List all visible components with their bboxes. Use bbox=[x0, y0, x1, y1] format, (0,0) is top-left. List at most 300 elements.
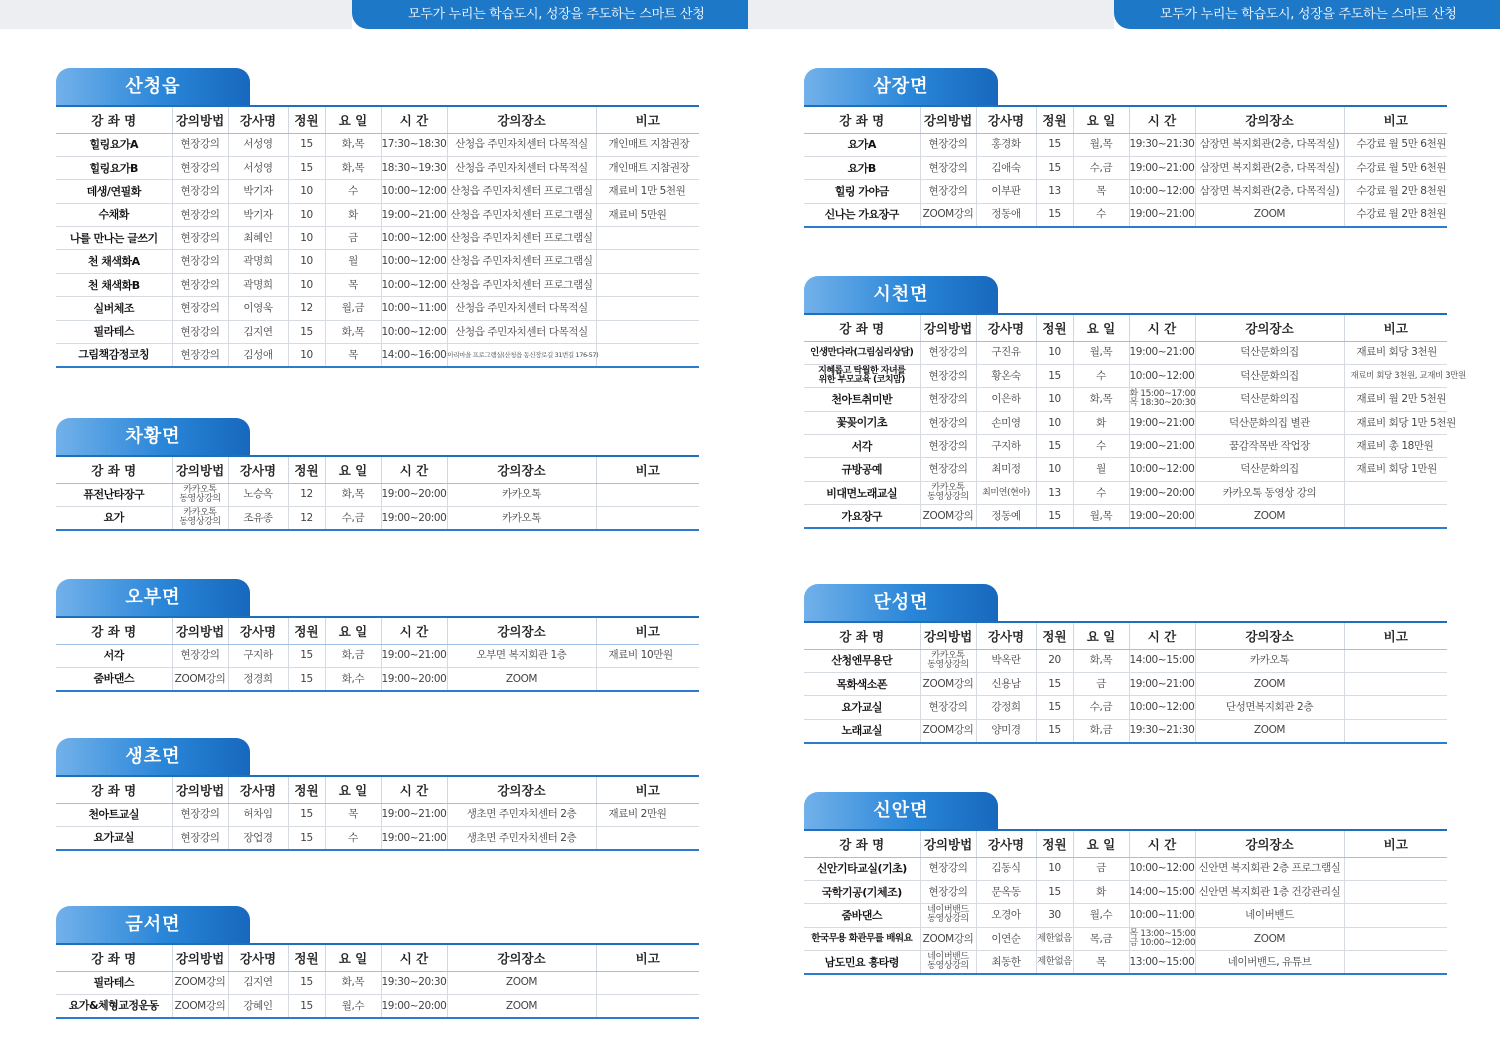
cell-method: 현장강의 bbox=[172, 156, 228, 179]
cell-venue: 삼장면 복지회관(2층, 다목적실) bbox=[1195, 180, 1344, 203]
table-row bbox=[804, 857, 1447, 880]
cell-instructor: 서성영 bbox=[228, 156, 288, 179]
cell-venue: 삼장면 복지회관(2층, 다목적실) bbox=[1195, 156, 1344, 179]
section-danseong-myeon bbox=[804, 584, 1447, 744]
cell-method: ZOOM강의 bbox=[920, 927, 976, 950]
cell-instructor: 서성영 bbox=[228, 133, 288, 156]
table-row bbox=[804, 951, 1447, 974]
cell-note bbox=[1344, 505, 1447, 528]
table-row bbox=[804, 927, 1447, 950]
header-strip-left bbox=[0, 0, 352, 29]
column-header-note: 비고 bbox=[596, 106, 699, 133]
cell-time: 18:30~19:30 bbox=[381, 156, 447, 179]
cell-time: 19:30~20:30 bbox=[381, 971, 447, 994]
section-sicheon-myeon bbox=[804, 276, 1466, 529]
cell-method: ZOOM강의 bbox=[920, 505, 976, 528]
cell-capacity: 30 bbox=[1036, 904, 1073, 927]
cell-instructor: 박기자 bbox=[228, 203, 288, 226]
column-header-method: 강의방법 bbox=[920, 622, 976, 649]
cell-venue: 꿈감작목반 작업장 bbox=[1195, 435, 1344, 458]
column-header-course-name: 강 좌 명 bbox=[56, 456, 172, 483]
cell-course-name: 천아트취미반 bbox=[804, 388, 920, 411]
header-strip-right bbox=[748, 0, 1114, 29]
column-header-venue: 강의장소 bbox=[447, 456, 596, 483]
cell-note: 재료비 5만원 bbox=[596, 203, 699, 226]
column-header-time: 시 간 bbox=[381, 456, 447, 483]
cell-instructor: 최혜인 bbox=[228, 227, 288, 250]
cell-note: 재료비 2만원 bbox=[596, 803, 699, 826]
cell-course-name: 한국무용 화관무를 배워요 bbox=[804, 927, 920, 950]
cell-time: 19:00~21:00 bbox=[1129, 203, 1195, 226]
cell-instructor: 박옥란 bbox=[976, 649, 1036, 672]
cell-method: 현장강의 bbox=[172, 203, 228, 226]
cell-course-name: 꽃꽂이기초 bbox=[804, 411, 920, 434]
cell-instructor: 강정희 bbox=[976, 696, 1036, 719]
column-header-note: 비고 bbox=[596, 776, 699, 803]
cell-note bbox=[1344, 481, 1447, 504]
cell-note: 재료비 회당 3천원 bbox=[1344, 341, 1447, 364]
cell-weekday: 수 bbox=[325, 826, 381, 849]
cell-venue: 산청읍 주민자치센터 다목적실 bbox=[447, 297, 596, 320]
column-header-method: 강의방법 bbox=[920, 106, 976, 133]
cell-time: 10:00~12:00 bbox=[381, 227, 447, 250]
cell-method bbox=[920, 904, 976, 927]
cell-note bbox=[1344, 927, 1447, 950]
cell-venue: 아리마을 프로그램실(산청읍 동신장로길 31번길 176-57) bbox=[447, 344, 596, 367]
table-row bbox=[56, 483, 699, 506]
cell-capacity: 15 bbox=[1036, 133, 1073, 156]
cell-venue: 네이버밴드 bbox=[1195, 904, 1344, 927]
cell-line: 카카오톡 bbox=[931, 483, 965, 494]
column-header-capacity: 정원 bbox=[288, 456, 325, 483]
cell-note: 재료비 1만 5천원 bbox=[596, 180, 699, 203]
cell-instructor: 노승옥 bbox=[228, 483, 288, 506]
cell-venue: 생초면 주민자치센터 2층 bbox=[447, 803, 596, 826]
cell-course-name: 요가B bbox=[804, 156, 920, 179]
column-header-time: 시 간 bbox=[1129, 622, 1195, 649]
column-header-course-name: 강 좌 명 bbox=[56, 106, 172, 133]
cell-line: 네이버밴드 bbox=[927, 905, 969, 916]
cell-capacity: 제한없음 bbox=[1036, 927, 1073, 950]
column-header-instructor: 강사명 bbox=[976, 106, 1036, 133]
cell-time: 19:00~21:00 bbox=[1129, 672, 1195, 695]
column-header-weekday: 요 일 bbox=[325, 944, 381, 971]
table-row bbox=[804, 364, 1447, 387]
cell-weekday: 월,수 bbox=[325, 994, 381, 1017]
cell-venue: 덕산문화의집 bbox=[1195, 388, 1344, 411]
cell-capacity: 15 bbox=[288, 826, 325, 849]
cell-note bbox=[596, 320, 699, 343]
cell-course-name: 퓨전난타장구 bbox=[56, 483, 172, 506]
cell-instructor: 홍경화 bbox=[976, 133, 1036, 156]
cell-instructor: 정동애 bbox=[976, 203, 1036, 226]
cell-time: 10:00~12:00 bbox=[381, 180, 447, 203]
table-row bbox=[804, 156, 1447, 179]
cell-instructor: 양미경 bbox=[976, 719, 1036, 742]
cell-venue: 산청읍 주민자치센터 다목적실 bbox=[447, 320, 596, 343]
cell-note bbox=[1344, 672, 1447, 695]
column-header-course-name: 강 좌 명 bbox=[56, 617, 172, 644]
table-row bbox=[804, 180, 1447, 203]
cell-capacity: 15 bbox=[1036, 505, 1073, 528]
schedule-table bbox=[804, 829, 1447, 975]
schedule-table bbox=[56, 943, 699, 1019]
section-title: 금서면 bbox=[56, 906, 250, 943]
table-row bbox=[804, 435, 1447, 458]
cell-weekday: 화,목 bbox=[1073, 649, 1129, 672]
table-row bbox=[56, 297, 699, 320]
column-header-course-name: 강 좌 명 bbox=[804, 106, 920, 133]
cell-note bbox=[596, 483, 699, 506]
column-header-capacity: 정원 bbox=[1036, 622, 1073, 649]
table-row bbox=[56, 506, 699, 529]
cell-weekday: 월,목 bbox=[1073, 505, 1129, 528]
cell-time: 10:00~12:00 bbox=[1129, 180, 1195, 203]
section-title: 신안면 bbox=[804, 792, 998, 829]
column-header-method: 강의방법 bbox=[920, 830, 976, 857]
cell-weekday: 화,금 bbox=[325, 644, 381, 667]
cell-instructor: 구지하 bbox=[976, 435, 1036, 458]
cell-time: 19:00~20:00 bbox=[1129, 481, 1195, 504]
cell-venue: ZOOM bbox=[1195, 719, 1344, 742]
cell-time bbox=[1129, 927, 1195, 950]
cell-instructor: 최미연(현아) bbox=[976, 481, 1036, 504]
table-row bbox=[56, 320, 699, 343]
cell-weekday: 월,목 bbox=[1073, 341, 1129, 364]
cell-time: 14:00~15:00 bbox=[1129, 880, 1195, 903]
cell-line: 카카오톡 bbox=[183, 507, 217, 518]
cell-course-name: 천아트교실 bbox=[56, 803, 172, 826]
cell-venue: ZOOM bbox=[1195, 203, 1344, 226]
cell-weekday: 월 bbox=[1073, 458, 1129, 481]
cell-weekday: 수 bbox=[325, 180, 381, 203]
cell-weekday: 화 bbox=[1073, 880, 1129, 903]
cell-method: 현장강의 bbox=[172, 803, 228, 826]
header-row bbox=[804, 106, 1447, 133]
cell-venue: 덕산문화의집 bbox=[1195, 341, 1344, 364]
cell-course-name: 서각 bbox=[804, 435, 920, 458]
cell-method bbox=[172, 483, 228, 506]
header-row bbox=[56, 106, 699, 133]
cell-course-name: 신안기타교실(기초) bbox=[804, 857, 920, 880]
column-header-method: 강의방법 bbox=[172, 456, 228, 483]
column-header-note: 비고 bbox=[596, 456, 699, 483]
cell-course-name: 남도민요 흥타령 bbox=[804, 951, 920, 974]
cell-method: ZOOM강의 bbox=[920, 719, 976, 742]
cell-method: 현장강의 bbox=[172, 320, 228, 343]
cell-method: 현장강의 bbox=[920, 696, 976, 719]
cell-time: 19:00~21:00 bbox=[1129, 435, 1195, 458]
cell-time: 10:00~12:00 bbox=[381, 273, 447, 296]
column-header-instructor: 강사명 bbox=[976, 314, 1036, 341]
cell-capacity: 12 bbox=[288, 506, 325, 529]
cell-venue: 산청읍 주민자치센터 프로그램실 bbox=[447, 180, 596, 203]
section-title: 시천면 bbox=[804, 276, 998, 313]
cell-note bbox=[596, 994, 699, 1017]
table-row bbox=[804, 341, 1447, 364]
cell-weekday: 목 bbox=[325, 803, 381, 826]
cell-instructor: 곽명희 bbox=[228, 250, 288, 273]
cell-weekday: 화,목 bbox=[325, 971, 381, 994]
table-row bbox=[804, 672, 1447, 695]
cell-course-name: 수채화 bbox=[56, 203, 172, 226]
column-header-time: 시 간 bbox=[1129, 106, 1195, 133]
cell-weekday: 화 bbox=[325, 203, 381, 226]
column-header-venue: 강의장소 bbox=[1195, 106, 1344, 133]
cell-weekday: 금 bbox=[1073, 857, 1129, 880]
column-header-note: 비고 bbox=[596, 944, 699, 971]
cell-venue: 산청읍 주민자치센터 프로그램실 bbox=[447, 227, 596, 250]
slogan-banner-right: 모두가 누리는 학습도시, 성장을 주도하는 스마트 산청 bbox=[1114, 0, 1500, 29]
cell-instructor: 최미정 bbox=[976, 458, 1036, 481]
cell-method: 현장강의 bbox=[920, 180, 976, 203]
cell-note: 재료비 총 18만원 bbox=[1344, 435, 1447, 458]
column-header-method: 강의방법 bbox=[172, 776, 228, 803]
cell-capacity: 12 bbox=[288, 297, 325, 320]
cell-note bbox=[1344, 719, 1447, 742]
cell-time: 19:00~21:00 bbox=[381, 644, 447, 667]
cell-method: ZOOM강의 bbox=[920, 672, 976, 695]
column-header-capacity: 정원 bbox=[1036, 106, 1073, 133]
cell-venue: ZOOM bbox=[1195, 505, 1344, 528]
cell-line: 동영상강의 bbox=[927, 914, 969, 925]
cell-method: 현장강의 bbox=[920, 156, 976, 179]
cell-time: 19:30~21:30 bbox=[1129, 133, 1195, 156]
cell-instructor: 곽명희 bbox=[228, 273, 288, 296]
cell-capacity: 10 bbox=[1036, 341, 1073, 364]
section-title: 삼장면 bbox=[804, 68, 998, 105]
cell-instructor: 이부판 bbox=[976, 180, 1036, 203]
cell-course-name: 필라테스 bbox=[56, 971, 172, 994]
cell-course-name: 그림책감정코칭 bbox=[56, 344, 172, 367]
column-header-method: 강의방법 bbox=[172, 106, 228, 133]
cell-time: 19:00~21:00 bbox=[1129, 341, 1195, 364]
cell-capacity: 15 bbox=[288, 667, 325, 690]
schedule-table bbox=[804, 313, 1466, 529]
schedule-table bbox=[56, 105, 699, 368]
section-obu-myeon bbox=[56, 579, 699, 692]
cell-note bbox=[1344, 880, 1447, 903]
cell-capacity: 10 bbox=[1036, 411, 1073, 434]
cell-instructor: 구진유 bbox=[976, 341, 1036, 364]
column-header-instructor: 강사명 bbox=[228, 106, 288, 133]
cell-course-name: 천 채색화B bbox=[56, 273, 172, 296]
cell-capacity: 10 bbox=[1036, 857, 1073, 880]
cell-time: 19:00~21:00 bbox=[381, 203, 447, 226]
cell-venue: 신안면 복지회관 2층 프로그램실 bbox=[1195, 857, 1344, 880]
cell-capacity: 10 bbox=[1036, 388, 1073, 411]
cell-venue: 덕산문화의집 bbox=[1195, 458, 1344, 481]
cell-time bbox=[1129, 388, 1195, 411]
cell-course-name: 가요장구 bbox=[804, 505, 920, 528]
cell-course-name: 요가&체형교정운동 bbox=[56, 994, 172, 1017]
cell-instructor: 구지하 bbox=[228, 644, 288, 667]
header-row bbox=[56, 944, 699, 971]
cell-weekday: 금 bbox=[1073, 672, 1129, 695]
table-row bbox=[804, 649, 1447, 672]
cell-time: 10:00~12:00 bbox=[1129, 857, 1195, 880]
schedule-table bbox=[804, 105, 1447, 228]
cell-time: 10:00~12:00 bbox=[1129, 458, 1195, 481]
column-header-weekday: 요 일 bbox=[325, 456, 381, 483]
column-header-course-name: 강 좌 명 bbox=[56, 776, 172, 803]
cell-weekday: 수 bbox=[1073, 203, 1129, 226]
cell-note: 재료비 회당 1만원 bbox=[1344, 458, 1447, 481]
cell-weekday: 목 bbox=[325, 273, 381, 296]
cell-capacity: 10 bbox=[288, 180, 325, 203]
cell-weekday: 월,금 bbox=[325, 297, 381, 320]
cell-capacity: 20 bbox=[1036, 649, 1073, 672]
cell-weekday: 금 bbox=[325, 227, 381, 250]
cell-course-name bbox=[804, 364, 920, 387]
table-row bbox=[804, 880, 1447, 903]
cell-capacity: 15 bbox=[1036, 696, 1073, 719]
cell-venue: 산청읍 주민자치센터 다목적실 bbox=[447, 133, 596, 156]
cell-note: 수강료 월 2만 8천원 bbox=[1344, 180, 1447, 203]
cell-course-name: 노래교실 bbox=[804, 719, 920, 742]
cell-capacity: 15 bbox=[288, 803, 325, 826]
cell-line: 목 13:00~15:00 bbox=[1129, 928, 1196, 939]
cell-venue: 신안면 복지회관 1층 건강관리실 bbox=[1195, 880, 1344, 903]
cell-course-name: 실버체조 bbox=[56, 297, 172, 320]
cell-venue: 산청읍 주민자치센터 프로그램실 bbox=[447, 250, 596, 273]
column-header-venue: 강의장소 bbox=[447, 944, 596, 971]
cell-weekday: 화,목 bbox=[325, 133, 381, 156]
cell-course-name: 요가 bbox=[56, 506, 172, 529]
cell-capacity: 15 bbox=[1036, 672, 1073, 695]
cell-weekday: 화,목 bbox=[325, 320, 381, 343]
cell-line: 동영상강의 bbox=[179, 493, 221, 504]
cell-capacity: 15 bbox=[288, 971, 325, 994]
column-header-method: 강의방법 bbox=[172, 944, 228, 971]
cell-instructor: 오경아 bbox=[976, 904, 1036, 927]
cell-course-name: 천 채색화A bbox=[56, 250, 172, 273]
cell-instructor: 황온숙 bbox=[976, 364, 1036, 387]
column-header-instructor: 강사명 bbox=[228, 617, 288, 644]
section-sinan-myeon bbox=[804, 792, 1447, 975]
cell-venue: 삼장면 복지회관(2층, 다목적실) bbox=[1195, 133, 1344, 156]
cell-method: 현장강의 bbox=[920, 133, 976, 156]
table-row bbox=[56, 803, 699, 826]
table-row bbox=[804, 411, 1447, 434]
cell-method bbox=[920, 649, 976, 672]
cell-venue: 카카오톡 bbox=[447, 483, 596, 506]
cell-venue: 오부면 복지회관 1층 bbox=[447, 644, 596, 667]
table-row bbox=[56, 644, 699, 667]
section-title: 산청읍 bbox=[56, 68, 250, 105]
table-row bbox=[56, 971, 699, 994]
column-header-time: 시 간 bbox=[381, 106, 447, 133]
cell-note bbox=[596, 297, 699, 320]
table-row bbox=[56, 156, 699, 179]
cell-instructor: 장업경 bbox=[228, 826, 288, 849]
cell-weekday: 화,목 bbox=[1073, 388, 1129, 411]
header-row bbox=[804, 314, 1447, 341]
column-header-venue: 강의장소 bbox=[447, 776, 596, 803]
table-row bbox=[804, 481, 1447, 504]
cell-method: 현장강의 bbox=[172, 180, 228, 203]
cell-time: 19:00~21:00 bbox=[1129, 156, 1195, 179]
column-header-course-name: 강 좌 명 bbox=[804, 830, 920, 857]
column-header-capacity: 정원 bbox=[288, 944, 325, 971]
cell-time: 19:00~20:00 bbox=[381, 667, 447, 690]
column-header-instructor: 강사명 bbox=[228, 944, 288, 971]
column-header-venue: 강의장소 bbox=[447, 617, 596, 644]
cell-method: 현장강의 bbox=[172, 826, 228, 849]
header-row bbox=[56, 456, 699, 483]
cell-method: 현장강의 bbox=[172, 297, 228, 320]
cell-note bbox=[596, 971, 699, 994]
cell-note bbox=[596, 273, 699, 296]
cell-method: ZOOM강의 bbox=[172, 971, 228, 994]
column-header-note: 비고 bbox=[596, 617, 699, 644]
table-row bbox=[56, 203, 699, 226]
cell-time: 10:00~12:00 bbox=[381, 250, 447, 273]
column-header-venue: 강의장소 bbox=[447, 106, 596, 133]
cell-method: 현장강의 bbox=[920, 458, 976, 481]
cell-note bbox=[596, 667, 699, 690]
cell-instructor: 김성애 bbox=[228, 344, 288, 367]
cell-weekday: 화,금 bbox=[1073, 719, 1129, 742]
cell-method: 현장강의 bbox=[172, 344, 228, 367]
column-header-capacity: 정원 bbox=[1036, 830, 1073, 857]
table-row bbox=[56, 180, 699, 203]
column-header-course-name: 강 좌 명 bbox=[56, 944, 172, 971]
cell-weekday: 수 bbox=[1073, 364, 1129, 387]
cell-weekday: 월,수 bbox=[1073, 904, 1129, 927]
column-header-note: 비고 bbox=[1344, 622, 1447, 649]
table-row bbox=[56, 826, 699, 849]
cell-course-name: 목화색소폰 bbox=[804, 672, 920, 695]
cell-capacity: 10 bbox=[288, 273, 325, 296]
header-row bbox=[804, 830, 1447, 857]
cell-capacity: 10 bbox=[288, 227, 325, 250]
cell-note bbox=[1344, 951, 1447, 974]
cell-venue: 산청읍 주민자치센터 다목적실 bbox=[447, 156, 596, 179]
cell-note: 수강료 월 5만 6천원 bbox=[1344, 156, 1447, 179]
cell-venue: 카카오톡 동영상 강의 bbox=[1195, 481, 1344, 504]
table-row bbox=[804, 133, 1447, 156]
cell-venue: 생초면 주민자치센터 2층 bbox=[447, 826, 596, 849]
cell-venue: 덕산문화의집 bbox=[1195, 364, 1344, 387]
cell-line: 카카오톡 bbox=[183, 484, 217, 495]
cell-method: 현장강의 bbox=[920, 857, 976, 880]
section-chahwang-myeon bbox=[56, 418, 699, 531]
cell-capacity: 15 bbox=[288, 133, 325, 156]
cell-note bbox=[1344, 857, 1447, 880]
cell-instructor: 정동예 bbox=[976, 505, 1036, 528]
section-title: 단성면 bbox=[804, 584, 998, 621]
cell-course-name: 줌바댄스 bbox=[56, 667, 172, 690]
cell-note: 수강료 월 5만 6천원 bbox=[1344, 133, 1447, 156]
cell-time: 19:00~20:00 bbox=[381, 483, 447, 506]
column-header-weekday: 요 일 bbox=[1073, 830, 1129, 857]
section-saengcho-myeon bbox=[56, 738, 699, 851]
cell-note bbox=[596, 344, 699, 367]
header-row bbox=[56, 776, 699, 803]
cell-instructor: 김지연 bbox=[228, 320, 288, 343]
cell-weekday: 목 bbox=[1073, 180, 1129, 203]
cell-note: 개인매트 지참권장 bbox=[596, 156, 699, 179]
column-header-note: 비고 bbox=[1344, 830, 1447, 857]
column-header-instructor: 강사명 bbox=[976, 622, 1036, 649]
cell-time: 14:00~16:00 bbox=[381, 344, 447, 367]
table-row bbox=[804, 904, 1447, 927]
cell-capacity: 15 bbox=[1036, 156, 1073, 179]
table-row bbox=[804, 458, 1447, 481]
column-header-instructor: 강사명 bbox=[976, 830, 1036, 857]
cell-course-name: 산청엔무용단 bbox=[804, 649, 920, 672]
